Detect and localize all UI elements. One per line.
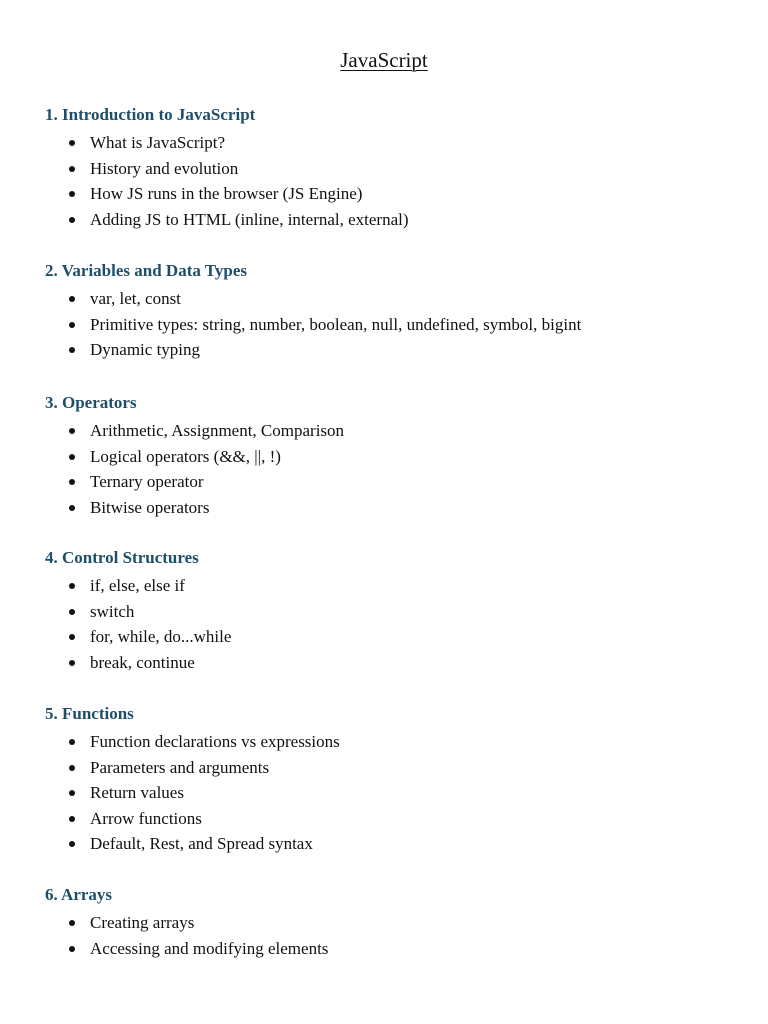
- bullet-icon: [69, 816, 75, 822]
- list-item: [45, 312, 745, 338]
- list-item: [45, 755, 745, 781]
- section-heading: 5. Functions: [45, 704, 134, 723]
- list-item-text: Ternary operator: [90, 472, 204, 491]
- list-item-text: Default, Rest, and Spread syntax: [90, 834, 313, 853]
- section-heading: 3. Operators: [45, 393, 137, 412]
- bullet-list: [45, 286, 745, 363]
- list-item-text: Creating arrays: [90, 913, 195, 932]
- list-item-text: Function declarations vs expressions: [90, 732, 340, 751]
- bullet-icon: [69, 609, 75, 615]
- list-item: [45, 181, 745, 207]
- list-item: [45, 729, 745, 755]
- list-item-text: if, else, else if: [90, 576, 185, 595]
- section-heading: 6. Arrays: [45, 885, 113, 904]
- list-item-text: Accessing and modifying elements: [90, 938, 329, 958]
- section-arrays: [45, 884, 745, 961]
- list-item-text: What is JavaScript?: [90, 133, 226, 152]
- list-item: [45, 469, 745, 495]
- list-item: [45, 130, 745, 156]
- bullet-icon: [69, 296, 75, 302]
- list-item-text: var, let, const: [90, 289, 181, 308]
- section-operators: [45, 392, 745, 520]
- list-item: [45, 207, 745, 233]
- bullet-icon: [69, 166, 75, 172]
- list-item-text: History and evolution: [90, 158, 239, 178]
- list-item: [45, 780, 745, 806]
- list-item: [45, 156, 745, 182]
- list-item: [45, 910, 745, 936]
- bullet-list: [45, 418, 745, 520]
- bullet-list: [45, 729, 745, 857]
- list-item: [45, 599, 745, 625]
- bullet-icon: [69, 920, 75, 926]
- section-heading: 4. Control Structures: [45, 548, 199, 567]
- list-item-text: Parameters and arguments: [90, 757, 270, 777]
- list-item-text: Arrow functions: [90, 808, 202, 828]
- bullet-list: [45, 910, 745, 961]
- section-control-structures: [45, 547, 745, 675]
- bullet-icon: [69, 946, 75, 952]
- list-item: [45, 286, 745, 312]
- section-functions: [45, 703, 745, 857]
- bullet-icon: [69, 790, 75, 796]
- list-item-text: break, continue: [90, 652, 195, 672]
- bullet-icon: [69, 322, 75, 328]
- list-item-text: Primitive types: string, number, boolean, null, undefined, symbol, bigint: [90, 314, 582, 334]
- list-item: [45, 806, 745, 832]
- list-item: [45, 624, 745, 650]
- bullet-icon: [69, 505, 75, 511]
- bullet-icon: [69, 739, 75, 745]
- list-item-text: How JS runs in the browser (JS Engine): [90, 184, 363, 203]
- bullet-icon: [69, 765, 75, 771]
- list-item: [45, 831, 745, 857]
- bullet-icon: [69, 454, 75, 460]
- list-item: [45, 650, 745, 676]
- section-variables-data-types: [45, 260, 745, 363]
- section-heading: 2. Variables and Data Types: [45, 261, 247, 280]
- bullet-icon: [69, 841, 75, 847]
- document-title: JavaScript: [340, 48, 428, 72]
- bullet-icon: [69, 660, 75, 666]
- list-item-text: Adding JS to HTML (inline, internal, external): [90, 209, 409, 229]
- list-item-text: Arithmetic, Assignment, Comparison: [90, 421, 345, 440]
- list-item: [45, 936, 745, 962]
- section-introduction: [45, 104, 745, 232]
- section-heading: 1. Introduction to JavaScript: [45, 105, 256, 124]
- bullet-icon: [69, 634, 75, 640]
- bullet-icon: [69, 583, 75, 589]
- list-item-text: Return values: [90, 783, 184, 802]
- list-item: [45, 444, 745, 470]
- bullet-icon: [69, 217, 75, 223]
- bullet-icon: [69, 140, 75, 146]
- list-item: [45, 418, 745, 444]
- list-item-text: Bitwise operators: [90, 497, 210, 517]
- bullet-list: [45, 130, 745, 232]
- list-item: [45, 573, 745, 599]
- bullet-list: [45, 573, 745, 675]
- list-item-text: Dynamic typing: [90, 340, 201, 359]
- bullet-icon: [69, 347, 75, 353]
- list-item: [45, 337, 745, 363]
- bullet-icon: [69, 479, 75, 485]
- list-item-text: for, while, do...while: [90, 627, 232, 646]
- bullet-icon: [69, 428, 75, 434]
- bullet-icon: [69, 191, 75, 197]
- list-item-text: Logical operators (&&, ||, !): [90, 446, 281, 466]
- list-item: [45, 495, 745, 521]
- list-item-text: switch: [90, 601, 135, 621]
